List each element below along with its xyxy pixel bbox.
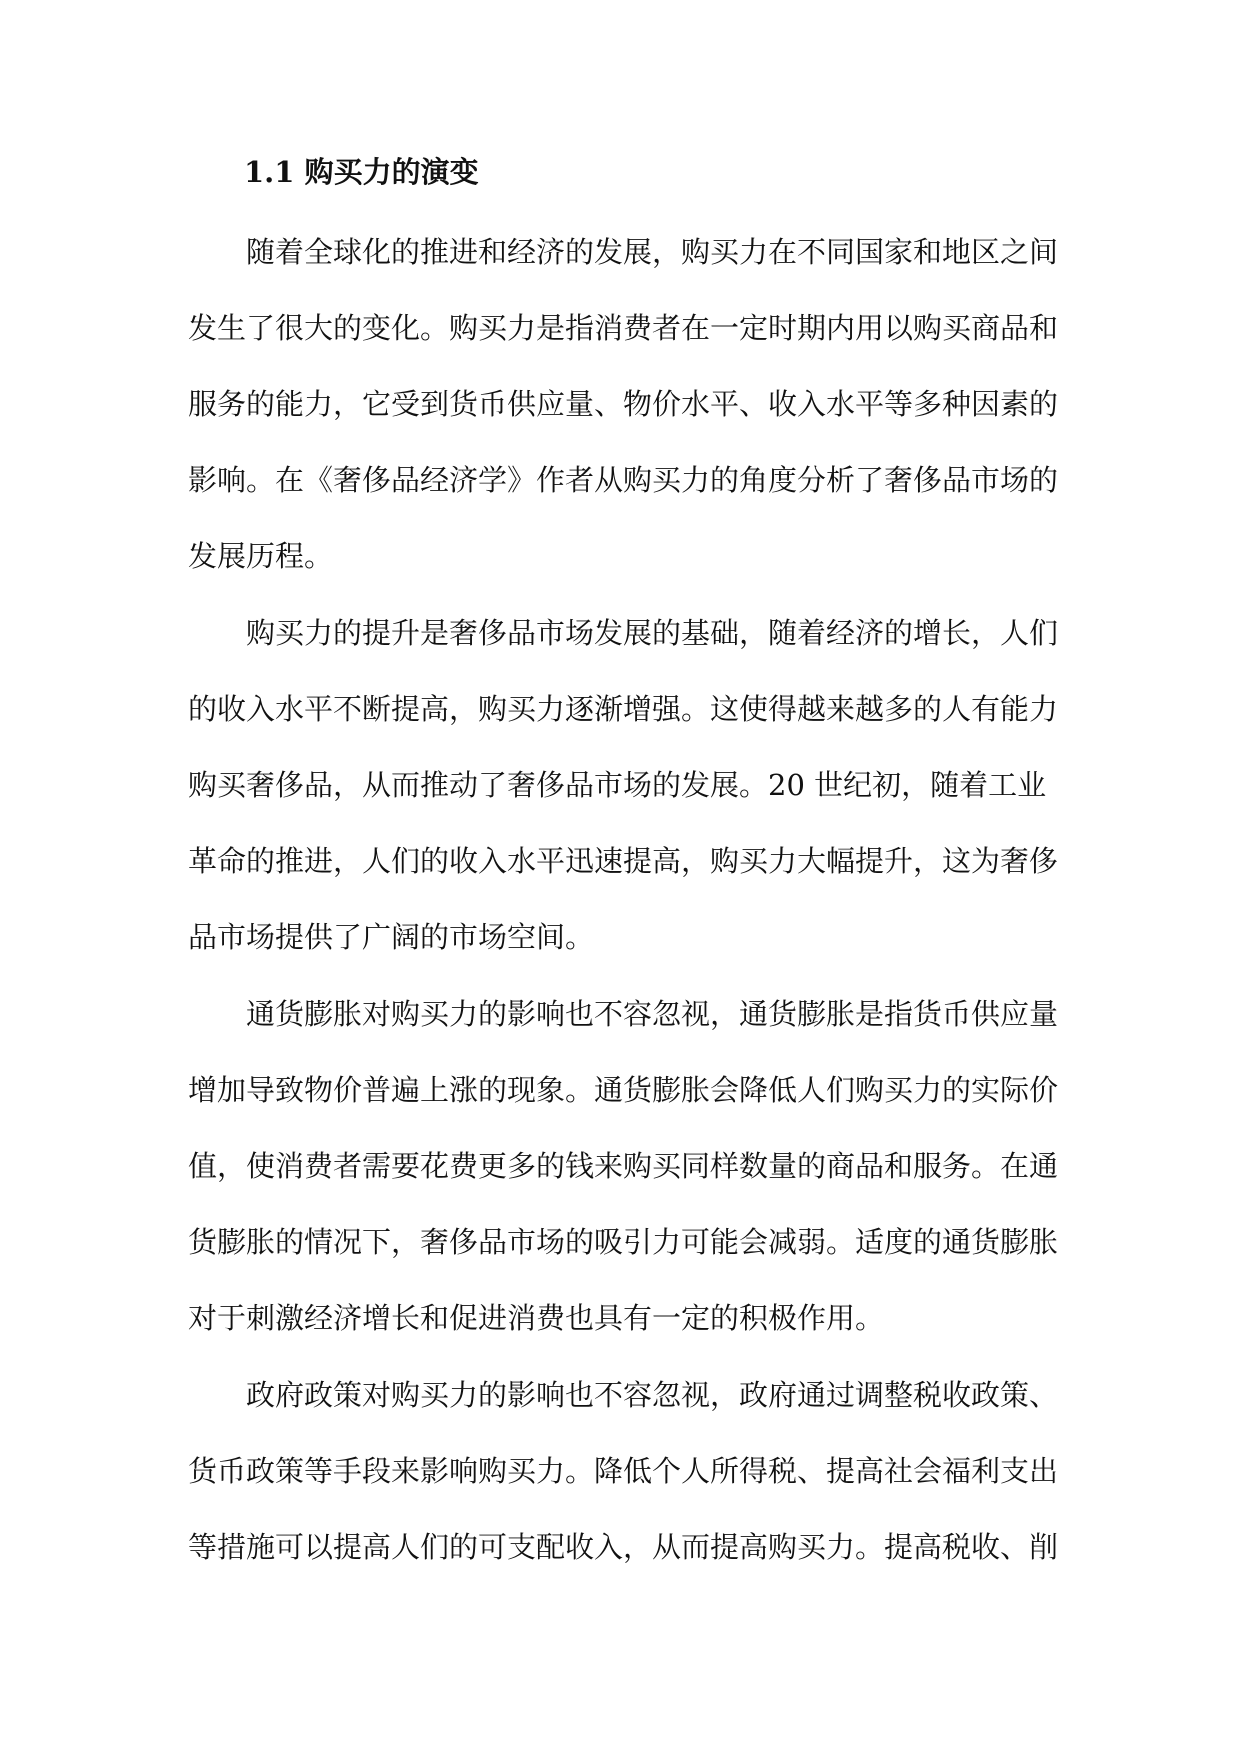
paragraph-line: 政府政策对购买力的影响也不容忽视，政府通过调整税收政策、 — [246, 1378, 1059, 1412]
paragraph-line: 货币政策等手段来影响购买力。降低个人所得税、提高社会福利支出 — [188, 1454, 1059, 1488]
paragraph-line: 的收入水平不断提高，购买力逐渐增强。这使得越来越多的人有能力 — [188, 692, 1059, 726]
section-title: 购买力的演变 — [304, 155, 479, 189]
paragraph-2 — [188, 611, 1060, 991]
paragraph-4 — [188, 1373, 1060, 1601]
paragraph-1 — [188, 230, 1060, 610]
paragraph-line: 对于刺激经济增长和促进消费也具有一定的积极作用。 — [188, 1301, 885, 1335]
section-number: 1.1 — [244, 155, 295, 189]
paragraph-3 — [188, 992, 1060, 1372]
paragraph-line: 购买力的提升是奢侈品市场发展的基础，随着经济的增长，人们 — [246, 616, 1059, 650]
paragraph-line: 货膨胀的情况下，奢侈品市场的吸引力可能会减弱。适度的通货膨胀 — [188, 1225, 1059, 1259]
paragraph-line: 值，使消费者需要花费更多的钱来购买同样数量的商品和服务。在通 — [188, 1149, 1059, 1183]
paragraph-line: 发生了很大的变化。购买力是指消费者在一定时期内用以购买商品和 — [188, 311, 1059, 345]
paragraph-line: 等措施可以提高人们的可支配收入，从而提高购买力。提高税收、削 — [188, 1530, 1059, 1564]
paragraph-line: 增加导致物价普遍上涨的现象。通货膨胀会降低人们购买力的实际价 — [188, 1073, 1059, 1107]
paragraph-line: 随着全球化的推进和经济的发展，购买力在不同国家和地区之间 — [246, 235, 1059, 269]
paragraph-line: 通货膨胀对购买力的影响也不容忽视，通货膨胀是指货币供应量 — [246, 997, 1059, 1031]
paragraph-line: 发展历程。 — [188, 539, 334, 573]
paragraph-line: 革命的推进，人们的收入水平迅速提高，购买力大幅提升，这为奢侈 — [188, 844, 1059, 878]
section-heading — [244, 150, 479, 194]
paragraph-line: 品市场提供了广阔的市场空间。 — [188, 920, 595, 954]
paragraph-line: 服务的能力，它受到货币供应量、物价水平、收入水平等多种因素的 — [188, 387, 1059, 421]
paragraph-line: 购买奢侈品，从而推动了奢侈品市场的发展。20 世纪初，随着工业 — [188, 768, 1047, 802]
paragraph-line: 影响。在《奢侈品经济学》作者从购买力的角度分析了奢侈品市场的 — [188, 463, 1059, 497]
